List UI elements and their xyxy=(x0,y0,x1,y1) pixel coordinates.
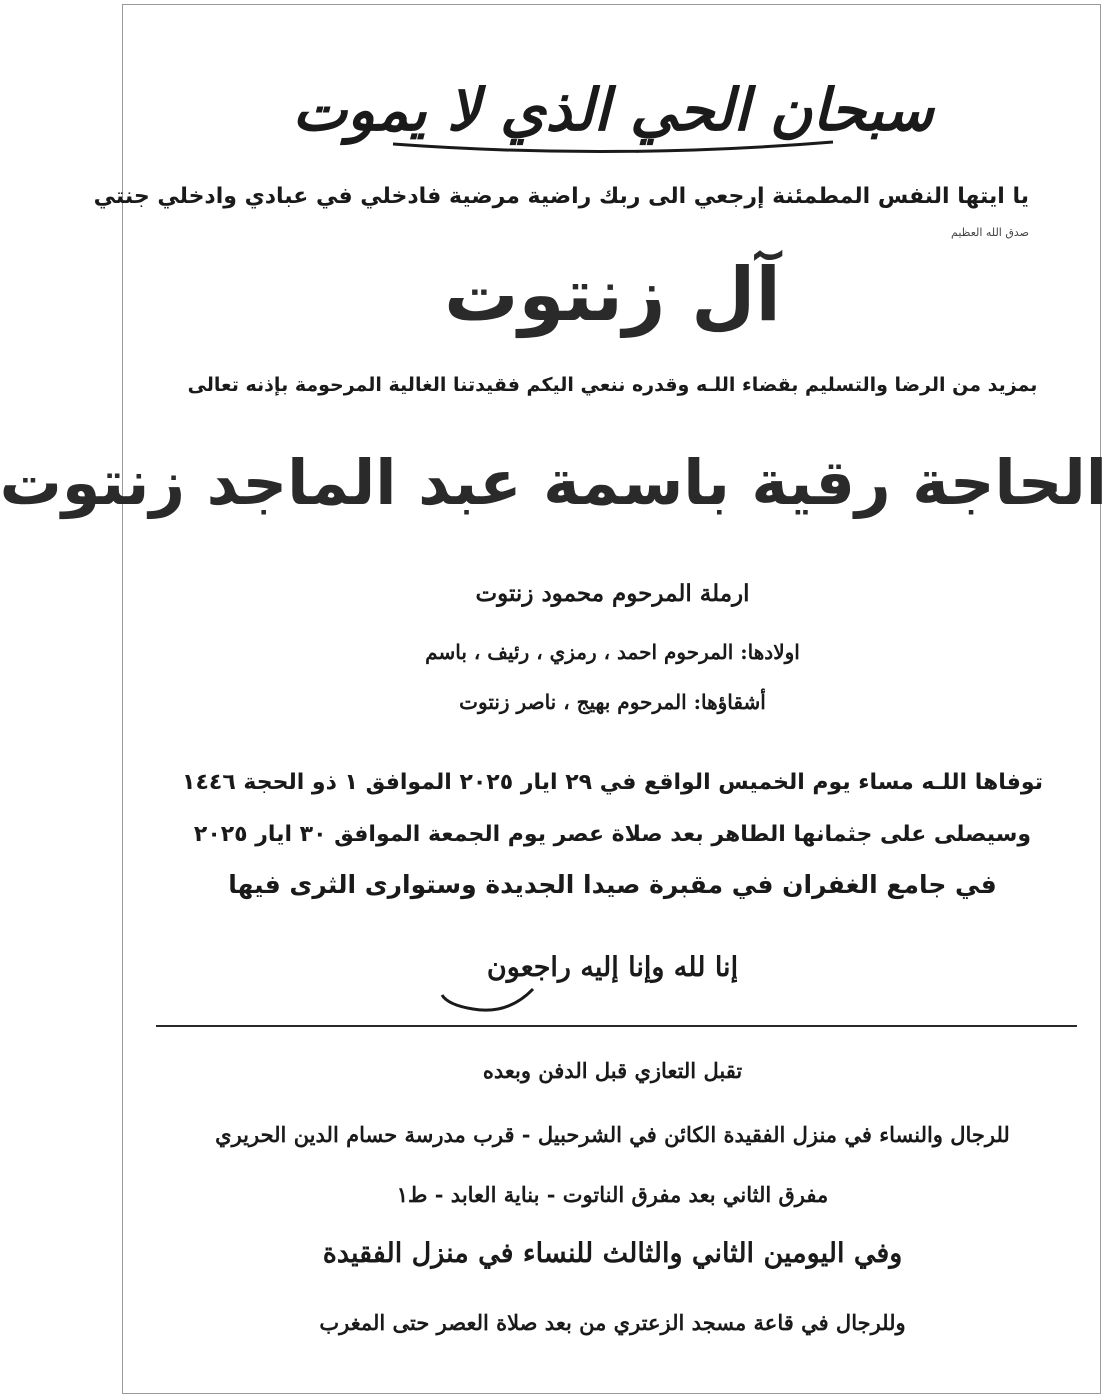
deceased-name: الحاجة رقية باسمة عبد الماجد زنتوت xyxy=(0,446,1107,519)
family-name: آل زنتوت xyxy=(444,252,781,338)
condolence-location: للرجال والنساء في منزل الفقيدة الكائن في الشرحبيل - قرب مدرسة حسام الدين الحريري xyxy=(215,1122,1010,1147)
announcement-intro: بمزيد من الرضا والتسليم بقضاء اللـه وقدره ننعي اليكم فقيدتنا الغالية المرحومة بإذنه تعالى xyxy=(187,374,1038,396)
calligraphy-artwork xyxy=(291,58,934,168)
children-list: اولادها: المرحوم احمد ، رمزي ، رئيف ، باسم xyxy=(425,640,800,664)
condolence-address: مفرق الثاني بعد مفرق الناتوت - بناية العابد - ط١ xyxy=(396,1182,829,1207)
calligraphy-header xyxy=(118,58,1107,168)
condolence-heading: تقبل التعازي قبل الدفن وبعده xyxy=(482,1058,743,1083)
siblings-list: أشقاؤها: المرحوم بهيج ، ناصر زنتوت xyxy=(459,690,766,714)
burial-location: في جامع الغفران في مقبرة صيدا الجديدة وستوارى الثرى فيها xyxy=(228,870,997,899)
verse-attribution: صدق الله العظيم xyxy=(951,226,1029,239)
death-date: توفاها اللـه مساء يوم الخميس الواقع في ٢٩ ايار ٢٠٢٥ الموافق ١ ذو الحجة ١٤٤٦ xyxy=(182,770,1043,795)
calligraphy-title: سبحان الحي الذي لا يموت xyxy=(291,76,934,144)
section-divider xyxy=(156,1025,1077,1027)
quran-verse: يا ايتها النفس المطمئنة إرجعي الى ربك راضية مرضية فادخلي في عبادي وادخلي جنتي xyxy=(93,184,1029,209)
calligraphy-swash xyxy=(438,985,538,1015)
istirja-phrase: إنا لله وإنا إليه راجعون xyxy=(486,952,739,983)
funeral-prayer: وسيصلى على جثمانها الطاهر بعد صلاة عصر يوم الجمعة الموافق ٣٠ ايار ٢٠٢٥ xyxy=(193,822,1032,847)
condolence-men-hall: وللرجال في قاعة مسجد الزعتري من بعد صلاة العصر حتى المغرب xyxy=(319,1310,906,1335)
widow-of: ارملة المرحوم محمود زنتوت xyxy=(475,580,750,607)
condolence-women-days: وفي اليومين الثاني والثالث للنساء في منزل الفقيدة xyxy=(322,1238,903,1269)
